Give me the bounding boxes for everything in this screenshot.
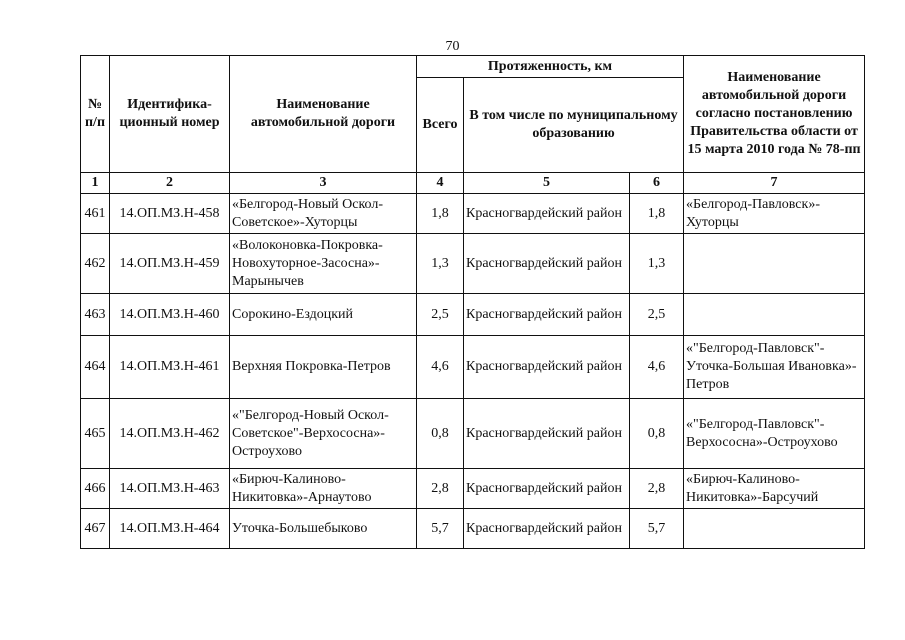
row-total-km: 2,5 — [417, 294, 464, 336]
row-road-name: «Бирюч-Калиново-Никитовка»-Арнаутово — [230, 469, 417, 509]
row-total-km: 4,6 — [417, 336, 464, 399]
header-total: Всего — [417, 78, 464, 173]
row-total-km: 0,8 — [417, 399, 464, 469]
row-id: 14.ОП.МЗ.Н-464 — [110, 509, 230, 549]
row-id: 14.ОП.МЗ.Н-458 — [110, 194, 230, 234]
header-road-name: Наименование автомобильной дороги — [230, 56, 417, 173]
row-district-km: 1,3 — [630, 234, 684, 294]
column-number: 7 — [684, 173, 865, 194]
column-number-row — [81, 173, 865, 194]
row-total-km: 1,8 — [417, 194, 464, 234]
row-district-km: 1,8 — [630, 194, 684, 234]
row-num: 463 — [81, 294, 110, 336]
row-decree-name: «Бирюч-Калиново-Никитовка»-Барсучий — [684, 469, 865, 509]
row-district: Красногвардейский район — [464, 234, 630, 294]
table-row — [81, 294, 865, 336]
column-number: 5 — [464, 173, 630, 194]
table-row — [81, 399, 865, 469]
row-district-km: 5,7 — [630, 509, 684, 549]
table-row — [81, 336, 865, 399]
row-decree-name: «"Белгород-Павловск"-Верхососна»-Остроухово — [684, 399, 865, 469]
row-id: 14.ОП.МЗ.Н-462 — [110, 399, 230, 469]
row-road-name: «Волоконовка-Покровка-Новохуторное-Засосна»-Марынычев — [230, 234, 417, 294]
header-num: № п/п — [81, 56, 110, 173]
row-district: Красногвардейский район — [464, 194, 630, 234]
row-num: 466 — [81, 469, 110, 509]
table-header — [81, 56, 865, 194]
row-decree-name — [684, 509, 865, 549]
row-decree-name: «"Белгород-Павловск"-Уточка-Большая Ивановка»-Петров — [684, 336, 865, 399]
header-decree-name: Наименование автомобильной дороги согласно постановлению Правительства области от 15 марта 2010 года № 78-пп — [684, 56, 865, 173]
row-decree-name — [684, 294, 865, 336]
row-id: 14.ОП.МЗ.Н-463 — [110, 469, 230, 509]
row-num: 465 — [81, 399, 110, 469]
row-total-km: 2,8 — [417, 469, 464, 509]
roads-table — [80, 55, 865, 549]
row-road-name: «"Белгород-Новый Оскол-Советское"-Верхососна»-Остроухово — [230, 399, 417, 469]
row-total-km: 1,3 — [417, 234, 464, 294]
header-municipal: В том числе по муниципальному образованию — [464, 78, 684, 173]
row-num: 464 — [81, 336, 110, 399]
row-num: 462 — [81, 234, 110, 294]
row-road-name: Верхняя Покровка-Петров — [230, 336, 417, 399]
column-number: 6 — [630, 173, 684, 194]
row-total-km: 5,7 — [417, 509, 464, 549]
column-number: 1 — [81, 173, 110, 194]
row-district: Красногвардейский район — [464, 509, 630, 549]
table-row — [81, 469, 865, 509]
row-district: Красногвардейский район — [464, 336, 630, 399]
row-road-name: «Белгород-Новый Оскол-Советское»-Хуторцы — [230, 194, 417, 234]
column-number: 4 — [417, 173, 464, 194]
row-id: 14.ОП.МЗ.Н-461 — [110, 336, 230, 399]
table-row — [81, 509, 865, 549]
column-number: 3 — [230, 173, 417, 194]
row-id: 14.ОП.МЗ.Н-460 — [110, 294, 230, 336]
row-district: Красногвардейский район — [464, 399, 630, 469]
row-district-km: 2,5 — [630, 294, 684, 336]
header-id: Идентифика-ционный номер — [110, 56, 230, 173]
row-district: Красногвардейский район — [464, 294, 630, 336]
row-district-km: 4,6 — [630, 336, 684, 399]
page-number: 70 — [445, 39, 460, 54]
row-decree-name: «Белгород-Павловск»-Хуторцы — [684, 194, 865, 234]
row-id: 14.ОП.МЗ.Н-459 — [110, 234, 230, 294]
table-row — [81, 234, 865, 294]
row-num: 467 — [81, 509, 110, 549]
column-number: 2 — [110, 173, 230, 194]
table-row — [81, 194, 865, 234]
row-num: 461 — [81, 194, 110, 234]
row-road-name: Сорокино-Ездоцкий — [230, 294, 417, 336]
row-district-km: 2,8 — [630, 469, 684, 509]
table-body — [81, 194, 865, 549]
header-length-group: Протяженность, км — [417, 56, 684, 78]
row-road-name: Уточка-Большебыково — [230, 509, 417, 549]
row-decree-name — [684, 234, 865, 294]
row-district-km: 0,8 — [630, 399, 684, 469]
row-district: Красногвардейский район — [464, 469, 630, 509]
